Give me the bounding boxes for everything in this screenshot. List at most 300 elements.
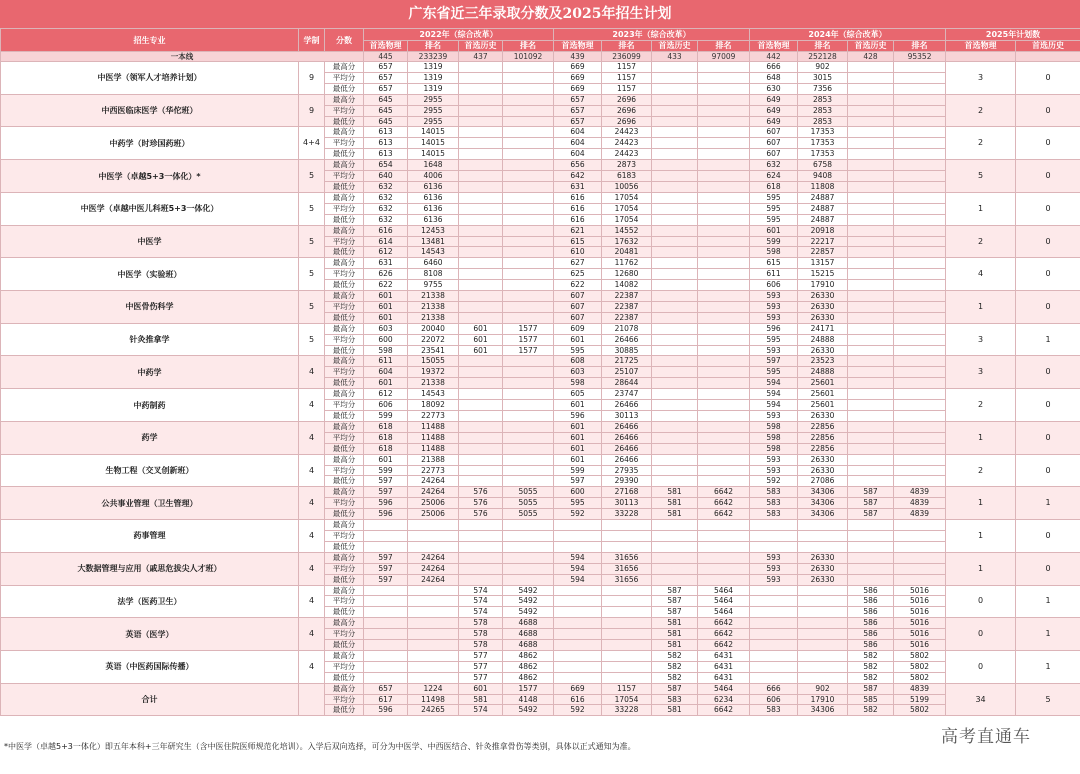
plan-lishi: 0 — [1016, 127, 1080, 160]
score-cell — [652, 62, 698, 73]
score-cell: 34306 — [798, 509, 848, 520]
score-cell — [698, 563, 750, 574]
score-cell — [698, 83, 750, 94]
duration: 5 — [299, 323, 325, 356]
header-2023: 2023年（综合改革） — [554, 29, 750, 41]
major-name: 中医学（卓越中医儿科班5+3一体化） — [1, 192, 299, 225]
score-cell: 612 — [364, 389, 408, 400]
score-cell: 581 — [652, 640, 698, 651]
score-cell: 26330 — [798, 345, 848, 356]
score-cell: 645 — [364, 116, 408, 127]
plan-wuli: 3 — [946, 356, 1016, 389]
score-cell: 17054 — [602, 694, 652, 705]
score-cell: 596 — [750, 323, 798, 334]
score-cell: 599 — [364, 465, 408, 476]
score-cell: 618 — [364, 421, 408, 432]
score-cell: 26330 — [798, 411, 848, 422]
score-cell: 8108 — [408, 269, 459, 280]
score-cell — [848, 291, 894, 302]
score-cell — [652, 574, 698, 585]
score-cell — [652, 258, 698, 269]
score-kind: 最低分 — [325, 214, 364, 225]
score-cell: 5055 — [503, 487, 554, 498]
header-plan-2025: 2025年计划数 — [946, 29, 1080, 41]
score-cell — [848, 72, 894, 83]
score-cell: 657 — [554, 94, 602, 105]
score-cell — [459, 247, 503, 258]
score-cell — [894, 421, 946, 432]
score-cell: 29390 — [602, 476, 652, 487]
score-cell — [750, 585, 798, 596]
score-cell — [459, 236, 503, 247]
admission-score-table — [0, 28, 1080, 716]
score-cell: 22857 — [798, 247, 848, 258]
score-cell: 28644 — [602, 378, 652, 389]
score-cell: 595 — [750, 192, 798, 203]
score-cell: 592 — [750, 476, 798, 487]
score-cell — [894, 520, 946, 531]
score-cell — [503, 312, 554, 323]
score-cell — [894, 378, 946, 389]
score-cell: 4839 — [894, 487, 946, 498]
score-cell — [503, 203, 554, 214]
score-kind: 平均分 — [325, 138, 364, 149]
score-cell — [848, 301, 894, 312]
score-kind: 平均分 — [325, 301, 364, 312]
score-cell: 26330 — [798, 552, 848, 563]
score-cell: 6431 — [698, 650, 750, 661]
score-cell: 24887 — [798, 214, 848, 225]
score-cell: 621 — [554, 225, 602, 236]
score-cell: 1157 — [602, 72, 652, 83]
score-cell — [459, 356, 503, 367]
score-cell: 20040 — [408, 323, 459, 334]
major-name: 大数据管理与应用（戚思危拔尖人才班） — [1, 552, 299, 585]
score-kind: 最低分 — [325, 443, 364, 454]
score-cell: 594 — [750, 400, 798, 411]
plan-lishi: 0 — [1016, 356, 1080, 389]
score-cell: 902 — [798, 683, 848, 694]
score-cell — [848, 203, 894, 214]
score-cell: 645 — [364, 94, 408, 105]
score-cell: 5464 — [698, 607, 750, 618]
score-cell — [652, 269, 698, 280]
score-cell: 616 — [554, 203, 602, 214]
score-kind: 平均分 — [325, 530, 364, 541]
score-cell — [848, 421, 894, 432]
score-kind: 最低分 — [325, 509, 364, 520]
score-cell: 21338 — [408, 301, 459, 312]
score-cell — [503, 432, 554, 443]
score-cell: 592 — [554, 705, 602, 716]
score-cell — [652, 312, 698, 323]
score-cell — [503, 62, 554, 73]
score-cell — [698, 214, 750, 225]
score-cell — [750, 607, 798, 618]
subheader-plan-lishi: 首选历史 — [1016, 41, 1080, 52]
score-cell: 9755 — [408, 280, 459, 291]
duration: 4 — [299, 454, 325, 487]
score-cell — [652, 171, 698, 182]
plan-lishi: 1 — [1016, 323, 1080, 356]
score-cell: 14543 — [408, 389, 459, 400]
score-cell — [459, 552, 503, 563]
plan-wuli: 1 — [946, 291, 1016, 324]
score-kind: 平均分 — [325, 563, 364, 574]
score-cell — [698, 291, 750, 302]
score-cell — [894, 432, 946, 443]
score-cell: 587 — [652, 683, 698, 694]
score-cell: 24423 — [602, 138, 652, 149]
plan-wuli: 3 — [946, 323, 1016, 356]
score-cell: 12453 — [408, 225, 459, 236]
score-cell: 11488 — [408, 432, 459, 443]
score-cell — [894, 225, 946, 236]
score-cell — [798, 541, 848, 552]
score-cell — [894, 62, 946, 73]
score-cell — [459, 171, 503, 182]
score-cell: 6431 — [698, 661, 750, 672]
score-cell: 26466 — [602, 454, 652, 465]
score-cell — [848, 356, 894, 367]
score-cell — [848, 367, 894, 378]
score-cell — [459, 72, 503, 83]
plan-wuli: 1 — [946, 520, 1016, 553]
score-cell: 26466 — [602, 334, 652, 345]
score-kind: 最高分 — [325, 127, 364, 138]
score-kind: 最低分 — [325, 705, 364, 716]
score-kind: 平均分 — [325, 105, 364, 116]
score-kind: 最低分 — [325, 476, 364, 487]
score-cell — [750, 530, 798, 541]
score-cell: 22217 — [798, 236, 848, 247]
score-cell: 598 — [364, 345, 408, 356]
score-cell: 616 — [554, 214, 602, 225]
score-cell: 598 — [750, 247, 798, 258]
score-cell: 6431 — [698, 672, 750, 683]
score-cell: 601 — [364, 291, 408, 302]
score-cell: 624 — [750, 171, 798, 182]
score-cell: 582 — [848, 661, 894, 672]
score-cell — [894, 291, 946, 302]
score-kind: 最高分 — [325, 356, 364, 367]
score-cell: 34306 — [798, 705, 848, 716]
score-cell: 33228 — [602, 705, 652, 716]
score-cell — [503, 574, 554, 585]
score-cell: 11488 — [408, 421, 459, 432]
score-cell — [459, 258, 503, 269]
major-name: 中医学（卓越5+3一体化）* — [1, 160, 299, 193]
score-cell — [503, 367, 554, 378]
score-cell: 4862 — [503, 661, 554, 672]
score-cell: 603 — [364, 323, 408, 334]
score-cell: 26330 — [798, 454, 848, 465]
score-cell: 11488 — [408, 443, 459, 454]
score-cell — [894, 127, 946, 138]
score-cell: 34306 — [798, 487, 848, 498]
score-cell — [554, 618, 602, 629]
score-cell — [750, 672, 798, 683]
score-cell: 574 — [459, 705, 503, 716]
score-cell — [408, 585, 459, 596]
score-cell: 640 — [364, 171, 408, 182]
score-cell — [894, 72, 946, 83]
header-2022: 2022年（综合改革） — [364, 29, 554, 41]
score-cell: 22387 — [602, 301, 652, 312]
score-cell: 632 — [364, 181, 408, 192]
score-kind: 最低分 — [325, 574, 364, 585]
score-cell — [364, 672, 408, 683]
score-cell — [894, 334, 946, 345]
score-cell — [459, 181, 503, 192]
score-cell — [503, 443, 554, 454]
score-cell: 604 — [554, 149, 602, 160]
subheader-wuli: 首选物理 — [364, 41, 408, 52]
score-cell: 606 — [750, 694, 798, 705]
duration: 4 — [299, 618, 325, 651]
score-cell — [503, 421, 554, 432]
score-cell — [698, 345, 750, 356]
score-cell — [602, 618, 652, 629]
score-cell: 22773 — [408, 465, 459, 476]
score-cell — [408, 607, 459, 618]
score-cell: 581 — [459, 694, 503, 705]
score-cell — [848, 236, 894, 247]
score-cell: 604 — [554, 127, 602, 138]
score-cell — [503, 258, 554, 269]
score-cell — [503, 301, 554, 312]
score-cell: 593 — [750, 312, 798, 323]
score-cell: 21338 — [408, 312, 459, 323]
score-cell: 669 — [554, 683, 602, 694]
score-kind: 最低分 — [325, 541, 364, 552]
score-kind: 最低分 — [325, 345, 364, 356]
plan-wuli: 3 — [946, 62, 1016, 95]
score-cell — [459, 291, 503, 302]
score-cell — [750, 640, 798, 651]
score-cell — [459, 116, 503, 127]
score-cell — [848, 181, 894, 192]
score-cell — [408, 672, 459, 683]
score-cell: 1577 — [503, 345, 554, 356]
score-cell: 632 — [750, 160, 798, 171]
score-cell: 607 — [750, 149, 798, 160]
score-cell: 1319 — [408, 62, 459, 73]
score-cell — [503, 225, 554, 236]
score-cell — [503, 171, 554, 182]
score-cell: 601 — [750, 225, 798, 236]
score-cell — [503, 563, 554, 574]
score-cell: 601 — [459, 323, 503, 334]
plan-lishi: 1 — [1016, 585, 1080, 618]
duration: 4 — [299, 487, 325, 520]
score-cell — [554, 661, 602, 672]
score-cell — [459, 520, 503, 531]
score-cell: 586 — [848, 629, 894, 640]
score-cell — [459, 192, 503, 203]
score-cell: 669 — [554, 62, 602, 73]
score-cell — [652, 465, 698, 476]
table-row — [1, 552, 1080, 563]
score-cell: 22856 — [798, 443, 848, 454]
score-cell: 574 — [459, 607, 503, 618]
major-name: 药事管理 — [1, 520, 299, 553]
score-kind: 最高分 — [325, 487, 364, 498]
score-cell — [652, 389, 698, 400]
table-row — [1, 356, 1080, 367]
score-cell — [698, 356, 750, 367]
score-cell: 6642 — [698, 618, 750, 629]
score-kind: 最高分 — [325, 291, 364, 302]
score-cell: 24423 — [602, 149, 652, 160]
score-cell: 601 — [554, 400, 602, 411]
score-cell — [554, 520, 602, 531]
score-cell: 607 — [554, 301, 602, 312]
score-cell: 669 — [554, 72, 602, 83]
score-kind: 最低分 — [325, 181, 364, 192]
score-cell — [698, 530, 750, 541]
score-cell — [848, 530, 894, 541]
score-cell: 587 — [848, 498, 894, 509]
score-cell: 6642 — [698, 640, 750, 651]
score-cell: 601 — [364, 301, 408, 312]
score-cell: 601 — [554, 334, 602, 345]
score-kind: 平均分 — [325, 629, 364, 640]
score-cell — [503, 520, 554, 531]
score-cell: 4688 — [503, 629, 554, 640]
score-cell — [554, 640, 602, 651]
score-cell — [408, 530, 459, 541]
score-cell: 598 — [750, 443, 798, 454]
duration: 4 — [299, 520, 325, 553]
score-cell: 594 — [554, 563, 602, 574]
score-cell — [652, 116, 698, 127]
score-cell: 27168 — [602, 487, 652, 498]
score-cell: 614 — [364, 236, 408, 247]
score-cell: 6642 — [698, 509, 750, 520]
plan-lishi: 1 — [1016, 618, 1080, 651]
tier1-value: 439 — [554, 52, 602, 62]
score-kind: 最高分 — [325, 62, 364, 73]
score-cell: 5802 — [894, 705, 946, 716]
score-cell: 577 — [459, 650, 503, 661]
score-cell: 2696 — [602, 105, 652, 116]
score-cell — [459, 400, 503, 411]
score-cell — [848, 83, 894, 94]
score-cell — [894, 258, 946, 269]
score-cell: 578 — [459, 629, 503, 640]
score-cell — [602, 629, 652, 640]
plan-lishi: 0 — [1016, 258, 1080, 291]
score-cell: 1319 — [408, 72, 459, 83]
score-cell: 574 — [459, 596, 503, 607]
score-cell — [554, 607, 602, 618]
score-cell: 27935 — [602, 465, 652, 476]
score-cell: 597 — [364, 574, 408, 585]
score-cell: 582 — [652, 672, 698, 683]
score-cell: 595 — [750, 203, 798, 214]
score-cell: 5016 — [894, 629, 946, 640]
score-cell — [459, 149, 503, 160]
score-cell — [698, 94, 750, 105]
score-cell: 649 — [750, 105, 798, 116]
footnote: *中医学（卓越5+3一体化）即五年本科+三年研究生（含中医住院医师规范化培训）。入学后双向选择，可分为中医学、中西医结合、针灸推拿骨伤等类别，具体以正式通知为准。 — [4, 742, 636, 751]
score-cell: 622 — [364, 280, 408, 291]
score-cell — [459, 378, 503, 389]
score-cell: 13157 — [798, 258, 848, 269]
score-kind: 平均分 — [325, 203, 364, 214]
score-cell: 24888 — [798, 334, 848, 345]
score-cell: 657 — [554, 105, 602, 116]
score-cell — [894, 280, 946, 291]
score-cell — [750, 520, 798, 531]
table-row — [1, 421, 1080, 432]
score-cell: 5492 — [503, 596, 554, 607]
score-kind: 平均分 — [325, 498, 364, 509]
score-cell — [364, 618, 408, 629]
score-kind: 最低分 — [325, 312, 364, 323]
score-cell: 587 — [848, 509, 894, 520]
score-cell: 657 — [364, 683, 408, 694]
score-cell — [894, 443, 946, 454]
score-cell: 24264 — [408, 574, 459, 585]
score-cell — [894, 83, 946, 94]
table-row — [1, 683, 1080, 694]
score-cell: 613 — [364, 138, 408, 149]
score-cell: 599 — [554, 465, 602, 476]
major-name: 公共事业管理（卫生管理） — [1, 487, 299, 520]
score-cell: 6136 — [408, 181, 459, 192]
score-cell: 618 — [364, 443, 408, 454]
score-cell — [459, 530, 503, 541]
score-cell — [503, 181, 554, 192]
score-cell — [364, 541, 408, 552]
score-cell — [364, 661, 408, 672]
score-cell: 593 — [750, 454, 798, 465]
score-cell — [652, 421, 698, 432]
score-kind: 最低分 — [325, 411, 364, 422]
score-kind: 平均分 — [325, 236, 364, 247]
score-cell — [894, 400, 946, 411]
score-cell: 574 — [459, 585, 503, 596]
score-cell: 5016 — [894, 607, 946, 618]
score-cell — [408, 640, 459, 651]
tier1-value: 101092 — [503, 52, 554, 62]
score-cell — [652, 105, 698, 116]
score-kind: 最高分 — [325, 192, 364, 203]
score-cell: 581 — [652, 487, 698, 498]
score-cell: 27086 — [798, 476, 848, 487]
score-cell: 6758 — [798, 160, 848, 171]
score-cell: 5464 — [698, 683, 750, 694]
score-cell — [652, 541, 698, 552]
score-cell — [503, 269, 554, 280]
score-cell — [894, 138, 946, 149]
score-cell — [894, 105, 946, 116]
subheader-rank: 排名 — [894, 41, 946, 52]
score-cell: 5016 — [894, 596, 946, 607]
score-cell — [652, 225, 698, 236]
score-cell — [848, 520, 894, 531]
score-cell — [894, 160, 946, 171]
score-cell — [602, 672, 652, 683]
score-cell — [894, 367, 946, 378]
score-cell: 609 — [554, 323, 602, 334]
score-cell: 657 — [364, 62, 408, 73]
score-cell — [652, 552, 698, 563]
page-title: 广东省近三年录取分数及2025年招生计划 — [0, 0, 1080, 28]
score-cell — [602, 650, 652, 661]
